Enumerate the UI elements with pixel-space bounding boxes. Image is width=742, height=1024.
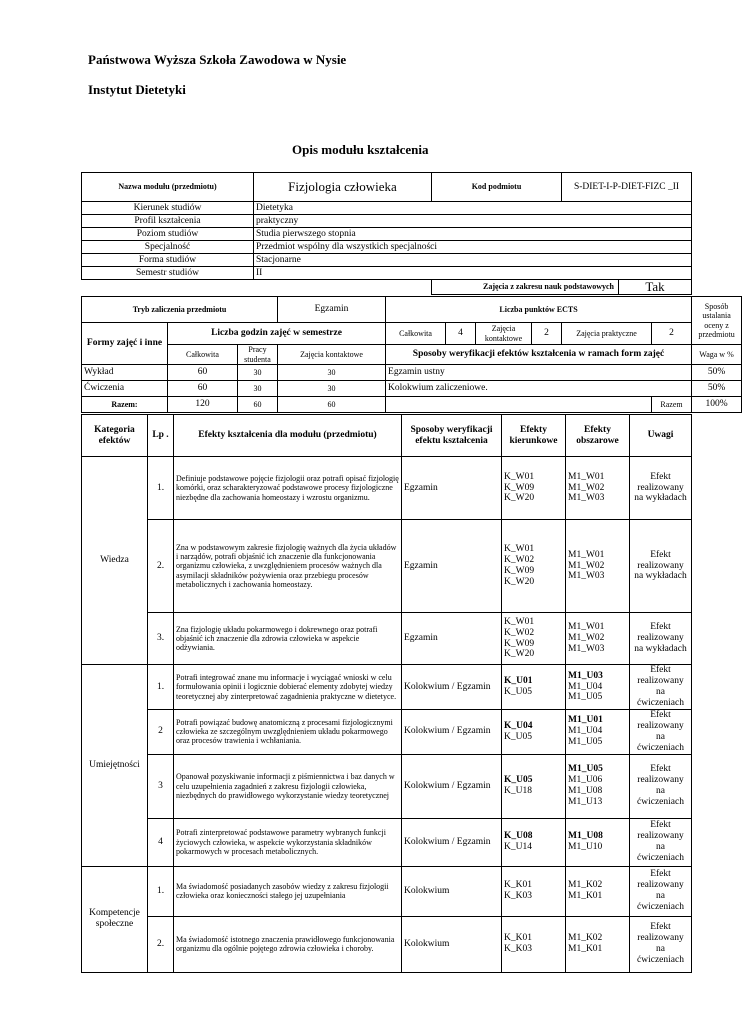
note: Efekt realizowany na wykładach (630, 457, 692, 520)
directional-primary: K_U04 (504, 720, 533, 731)
ects-total: 4 (446, 323, 476, 345)
effect-text: Potrafi integrować znane mu informacje i wyciągać wnioski w celu formułowania opinii i logicznie dobierać elementy zdobytej wiedzy teoretycznej aby zinterpretować zagadnienia praktyczne w dietetyce. (174, 665, 402, 710)
directional-effects (502, 665, 566, 710)
mode-label: Tryb zaliczenia przedmiotu (82, 297, 278, 323)
effect-text: Ma świadomość istotnego znaczenia prawidłowego funkcjonowania organizmu dla ogólnie pojętego zdrowia człowieka i choroby. (174, 916, 402, 972)
effect-text: Opanował pozyskiwanie informacji z piśmiennictwa i baz danych w celu uzupełnienia zagadnień z zakresu fizjologii człowieka, niezbędnych do prawidłowego wykorzystanie wiedzy teoretycznej (174, 754, 402, 818)
area-primary: M1_U01 (568, 715, 603, 726)
area-secondary: M1_U04 M1_U05 (568, 681, 603, 703)
forms-label: Formy zajęć i inne (82, 323, 168, 365)
col-total: Całkowita (168, 345, 238, 365)
sum-contact: 60 (278, 397, 386, 413)
sum-student: 60 (238, 397, 278, 413)
note: Efekt realizowany na ćwiczeniach (630, 665, 692, 710)
row-lp: 1. (148, 866, 174, 916)
area-effects: M1_K02 M1_K01 (566, 916, 630, 972)
sum-weight: 100% (692, 397, 742, 413)
basic-sciences-value: Tak (645, 279, 665, 294)
area-effects: M1_K02 M1_K01 (566, 866, 630, 916)
area-secondary: M1_U04 M1_U05 (568, 726, 603, 748)
directional-effects (502, 710, 566, 755)
header-lp: Lp . (148, 415, 174, 457)
row-lp: 3 (148, 754, 174, 818)
directional-secondary: K_U05 (504, 731, 532, 742)
area-primary: M1_U08 (568, 831, 603, 842)
area-effects (566, 818, 630, 866)
form-name: Wykład (82, 365, 168, 381)
weight-value: 50% (692, 381, 742, 397)
header-category: Kategoria efektów (82, 415, 148, 457)
directional-secondary: K_U18 (504, 786, 532, 797)
verify-method: Egzamin (402, 457, 502, 520)
module-info-table (81, 172, 692, 295)
directional-effects: K_W01 K_W09 K_W20 (502, 457, 566, 520)
effect-text: Potrafi zinterpretować podstawowe parametry wybranych funkcji życiowych człowieka, w aspekcie wykorzystania składników pokarmowych w procesach metabolicznych. (174, 818, 402, 866)
header-notes: Uwagi (630, 415, 692, 457)
school-name: Państwowa Wyższa Szkoła Zawodowa w Nysie (88, 52, 347, 67)
area-effects: M1_W01 M1_W02 M1_W03 (566, 520, 630, 613)
directional-effects (502, 754, 566, 818)
hours-total: 60 (168, 365, 238, 381)
verify-label: Sposoby weryfikacji efektów kształcenia w ramach form zajęć (386, 345, 692, 365)
effect-text: Zna w podstawowym zakresie fizjologię ważnych dla życia układów i narządów, potrafi objaśnić ich znaczenie dla funkcjonowania organizmu człowieka, z uwzględnieniem procesów ważnych dla asymilacji składników pożywienia oraz przebiegu procesów metabolicznych i zachowania homeostazy. (174, 520, 402, 613)
field-value: praktyczny (254, 215, 692, 228)
sum-spacer (386, 397, 652, 413)
directional-effects: K_W01 K_W02 K_W09 K_W20 (502, 520, 566, 613)
field-label: Poziom studiów (82, 228, 254, 241)
ects-practical: 2 (652, 323, 692, 345)
field-label: Specjalność (82, 241, 254, 254)
verify-method: Egzamin (402, 520, 502, 613)
note: Efekt realizowany na ćwiczeniach (630, 818, 692, 866)
hours-total: 60 (168, 381, 238, 397)
row-lp: 1. (148, 665, 174, 710)
hours-student: 30 (238, 365, 278, 381)
verify-method: Kolokwium / Egzamin (402, 754, 502, 818)
field-label: Forma studiów (82, 254, 254, 267)
directional-effects: K_K01 K_K03 (502, 916, 566, 972)
effect-text: Ma świadomość posiadanych zasobów wiedzy z zakresu fizjologii człowieka oraz konieczności stałego jej uzupełniania (174, 866, 402, 916)
sum-label-2: Razem (652, 397, 692, 413)
verify-method: Kolokwium (402, 916, 502, 972)
row-lp: 2. (148, 520, 174, 613)
header-verify: Sposoby weryfikacji efektu kształcenia (402, 415, 502, 457)
mode-value: Egzamin (278, 297, 386, 323)
row-lp: 4 (148, 818, 174, 866)
institute-name: Instytut Dietetyki (88, 82, 186, 97)
col-contact: Zajęcia kontaktowe (278, 345, 386, 365)
effect-text: Potrafi powiązać budowę anatomiczną z procesami fizjologicznymi człowieka ze szczególnym uwzględnieniem układu pokarmowego oraz procesów trawienia i wchłaniania. (174, 710, 402, 755)
field-value: Studia pierwszego stopnia (254, 228, 692, 241)
verify-method: Kolokwium (402, 866, 502, 916)
ects-contact: 2 (532, 323, 562, 345)
ects-contact-label: Zajęcia kontaktowe (476, 323, 532, 345)
sum-label: Razem: (82, 397, 168, 413)
grading-method-label: Sposób ustalania oceny z przedmiotu (692, 297, 742, 345)
row-lp: 2. (148, 916, 174, 972)
ects-practical-label: Zajęcia praktyczne (562, 323, 652, 345)
basic-sciences-label: Zajęcia z zakresu nauk podstawowych (432, 280, 619, 294)
sum-total: 120 (168, 397, 238, 413)
note: Efekt realizowany na ćwiczeniach (630, 754, 692, 818)
field-label: Profil kształcenia (82, 215, 254, 228)
effect-text: Zna fizjologię układu pokarmowego i dokrewnego oraz potrafi objaśnić ich znaczenie dla zdrowia człowieka w aspekcie odżywiania. (174, 613, 402, 665)
note: Efekt realizowany na wykładach (630, 520, 692, 613)
code-label: Kod podmiotu (432, 173, 562, 202)
verify-method: Kolokwium zaliczeniowe. (386, 381, 692, 397)
category-skills: Umiejętności (82, 665, 148, 867)
header-effect: Efekty kształcenia dla modułu (przedmiotu) (174, 415, 402, 457)
area-effects (566, 665, 630, 710)
ects-label: Liczba punktów ECTS (386, 297, 692, 323)
header-directional: Efekty kierunkowe (502, 415, 566, 457)
directional-effects (502, 818, 566, 866)
field-value: Dietetyka (254, 202, 692, 215)
hours-table (81, 296, 742, 413)
weight-value: 50% (692, 365, 742, 381)
verify-method: Kolokwium / Egzamin (402, 665, 502, 710)
directional-primary: K_U05 (504, 775, 533, 786)
directional-secondary: K_U14 (504, 842, 532, 853)
field-value: Przedmiot wspólny dla wszystkich specjalności (254, 241, 692, 254)
field-label: Semestr studiów (82, 267, 254, 280)
directional-secondary: K_U05 (504, 687, 532, 697)
basic-sciences-cell (432, 280, 692, 295)
directional-effects: K_W01 K_W02 K_W09 K_W20 (502, 613, 566, 665)
area-effects: M1_W01 M1_W02 M1_W03 (566, 613, 630, 665)
note: Efekt realizowany na ćwiczeniach (630, 710, 692, 755)
category-knowledge: Wiedza (82, 457, 148, 665)
verify-method: Egzamin ustny (386, 365, 692, 381)
area-secondary: M1_U10 (568, 842, 603, 853)
hours-label: Liczba godzin zajęć w semestrze (168, 323, 386, 345)
module-code: S-DIET-I-P-DIET-FIZC _II (562, 173, 692, 202)
row-lp: 1. (148, 457, 174, 520)
verify-method: Kolokwium / Egzamin (402, 710, 502, 755)
verify-method: Kolokwium / Egzamin (402, 818, 502, 866)
directional-effects: K_K01 K_K03 (502, 866, 566, 916)
area-primary: M1_U05 (568, 764, 603, 775)
module-name: Fizjologia człowieka (254, 173, 432, 202)
col-student: Pracy studenta (238, 345, 278, 365)
header-area: Efekty obszarowe (566, 415, 630, 457)
row-lp: 3. (148, 613, 174, 665)
category-social: Kompetencje społeczne (82, 866, 148, 972)
area-primary: M1_U03 (568, 670, 603, 681)
hours-contact: 30 (278, 381, 386, 397)
field-value: Stacjonarne (254, 254, 692, 267)
field-value: II (254, 267, 692, 280)
area-effects (566, 710, 630, 755)
area-secondary: M1_U06 M1_U08 M1_U13 (568, 775, 603, 808)
note: Efekt realizowany na ćwiczeniach (630, 866, 692, 916)
module-name-label: Nazwa modułu (przedmiotu) (82, 173, 254, 202)
hours-contact: 30 (278, 365, 386, 381)
row-lp: 2 (148, 710, 174, 755)
note: Efekt realizowany na wykładach (630, 613, 692, 665)
spacer (82, 280, 432, 295)
hours-student: 30 (238, 381, 278, 397)
directional-primary: K_U08 (504, 831, 533, 842)
area-effects (566, 754, 630, 818)
document-title: Opis modułu kształcenia (292, 142, 429, 157)
area-effects: M1_W01 M1_W02 M1_W03 (566, 457, 630, 520)
weight-label: Waga w % (692, 345, 742, 365)
field-label: Kierunek studiów (82, 202, 254, 215)
form-name: Ćwiczenia (82, 381, 168, 397)
ects-total-label: Całkowita (386, 323, 446, 345)
effects-table (81, 414, 692, 973)
directional-primary: K_U01 (504, 676, 533, 687)
verify-method: Egzamin (402, 613, 502, 665)
effect-text: Definiuje podstawowe pojęcie fizjologii oraz potrafi opisać fizjologię komórki, oraz scharakteryzować podstawowe procesy fizjologiczne niezbędne dla zachowania homeostazy i wzrostu organizmu. (174, 457, 402, 520)
note: Efekt realizowany na ćwiczeniach (630, 916, 692, 972)
